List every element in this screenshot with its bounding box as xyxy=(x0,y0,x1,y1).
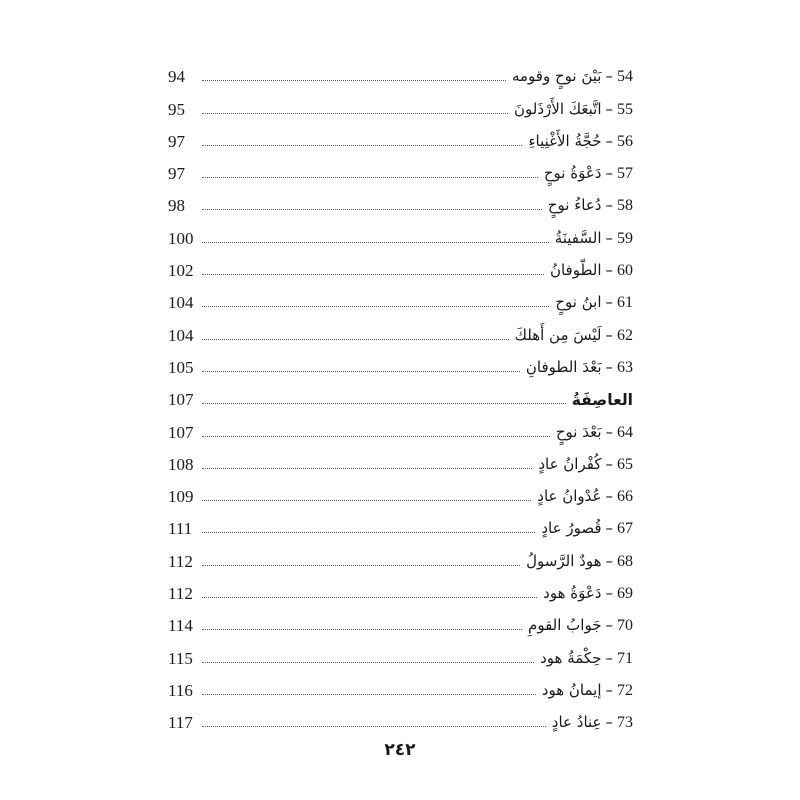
toc-entry xyxy=(168,703,633,735)
toc-entry-number: 73 xyxy=(617,714,633,732)
toc-page-number: 116 xyxy=(168,680,193,700)
dash-separator: – xyxy=(605,131,613,150)
dot-leader xyxy=(202,468,532,469)
toc-entry-title: جَوابُ القومِ xyxy=(528,616,602,635)
toc-entry-label xyxy=(543,586,633,606)
toc-entry-label xyxy=(555,295,633,315)
toc-page-number: 98 xyxy=(168,196,185,216)
toc-entry-title: عُدْوانُ عادٍ xyxy=(537,487,602,506)
dash-separator: – xyxy=(605,487,613,506)
toc-entry-number: 63 xyxy=(617,358,633,376)
toc-page-number: 107 xyxy=(168,422,194,442)
dash-separator: – xyxy=(605,680,613,699)
dash-separator: – xyxy=(605,164,613,183)
dash-separator: – xyxy=(605,454,613,473)
toc-entry-label xyxy=(525,357,633,380)
toc-entry-title: قُصورُ عادٍ xyxy=(541,519,602,538)
toc-entry-label xyxy=(512,69,633,89)
dot-leader xyxy=(202,339,509,340)
toc-entry-label xyxy=(550,263,633,283)
toc-entry-number: 57 xyxy=(617,165,633,183)
toc-entry xyxy=(168,154,633,186)
toc-entry-title: عِنادُ عادٍ xyxy=(551,713,602,732)
dash-separator: – xyxy=(605,648,613,667)
toc-entry-label xyxy=(555,422,633,445)
dot-leader xyxy=(202,371,520,372)
toc-entry-title: ابنُ نوحٍ xyxy=(555,293,602,312)
dash-separator: – xyxy=(605,261,613,280)
toc-page-number: 94 xyxy=(168,67,185,87)
toc-page-number: 104 xyxy=(168,325,194,345)
dash-separator: – xyxy=(605,616,613,635)
toc-entry-number: 61 xyxy=(617,294,633,312)
toc-entry-title: بَعْدَ نوحٍ xyxy=(555,422,602,441)
toc-entry-title: حُجَّةُ الأَغْنِياءِ xyxy=(528,131,602,150)
toc-page-number: 97 xyxy=(168,164,185,184)
toc-entry xyxy=(168,283,633,315)
toc-entry xyxy=(168,671,633,703)
toc-page-number: 111 xyxy=(168,519,193,539)
toc-page-number: 117 xyxy=(168,713,193,733)
toc-entry-number: 59 xyxy=(617,229,633,247)
toc-entry-title: لَيْسَ مِن أَهلكَ xyxy=(514,325,602,344)
toc-entry-label xyxy=(552,715,633,735)
table-of-contents xyxy=(168,57,633,735)
toc-page-number: 97 xyxy=(168,131,185,151)
toc-entry xyxy=(168,251,633,283)
dot-leader xyxy=(202,242,549,243)
toc-entry-title: دَعْوَةُ نوحٍ xyxy=(543,164,602,183)
dash-separator: – xyxy=(605,584,613,603)
dash-separator: – xyxy=(605,293,613,312)
dash-separator: – xyxy=(605,228,613,247)
dash-separator: – xyxy=(605,551,613,570)
toc-entry-title: الطّوفانُ xyxy=(549,261,602,280)
toc-entry-number: 69 xyxy=(617,585,633,603)
dash-separator: – xyxy=(605,519,613,538)
dot-leader xyxy=(202,274,544,275)
toc-entry xyxy=(168,412,633,444)
toc-page-number: 109 xyxy=(168,487,194,507)
toc-page-number: 114 xyxy=(168,616,193,636)
dot-leader xyxy=(202,694,536,695)
toc-entry-number: 58 xyxy=(617,197,633,215)
toc-entry-number: 56 xyxy=(617,132,633,150)
toc-entry xyxy=(168,315,633,347)
toc-page-number: 108 xyxy=(168,454,194,474)
page-number: ٢٤٢ xyxy=(384,740,416,760)
toc-entry-title: بَيْنَ نوحٍ وقومه xyxy=(511,67,602,86)
dot-leader xyxy=(202,629,522,630)
toc-entry-title: حِكْمَةُ هود xyxy=(540,648,602,667)
dot-leader xyxy=(202,565,520,566)
toc-entry-title: العاصِفَةُ xyxy=(571,390,633,409)
toc-entry-label xyxy=(528,618,633,638)
dot-leader xyxy=(202,306,549,307)
toc-entry-label xyxy=(554,228,633,251)
toc-entry-number: 65 xyxy=(617,455,633,473)
toc-entry-title: كُفْرانُ عادٍ xyxy=(538,454,602,473)
toc-entry-label xyxy=(548,198,633,218)
toc-entry xyxy=(168,509,633,541)
dash-separator: – xyxy=(605,713,613,732)
dot-leader xyxy=(202,177,538,178)
toc-entry-number: 71 xyxy=(617,649,633,667)
dash-separator: – xyxy=(605,99,613,118)
toc-entry-number: 67 xyxy=(617,520,633,538)
dot-leader xyxy=(202,145,522,146)
dot-leader xyxy=(202,597,537,598)
toc-entry-number: 64 xyxy=(617,423,633,441)
dot-leader xyxy=(202,662,534,663)
toc-entry-number: 66 xyxy=(617,488,633,506)
toc-entry-label xyxy=(537,489,633,509)
toc-page-number: 112 xyxy=(168,551,193,571)
dash-separator: – xyxy=(605,357,613,376)
toc-entry-title: دَعْوَةُ هود xyxy=(543,584,602,603)
toc-entry-label xyxy=(526,551,633,574)
toc-entry xyxy=(168,186,633,218)
toc-entry-label xyxy=(528,131,633,154)
toc-page-number: 100 xyxy=(168,228,194,248)
dash-separator: – xyxy=(605,196,613,215)
toc-page-number: 112 xyxy=(168,584,193,604)
toc-entry-number: 72 xyxy=(617,681,633,699)
toc-entry-label xyxy=(571,390,633,413)
toc-entry xyxy=(168,89,633,121)
toc-entry xyxy=(168,57,633,89)
toc-entry-title: إيمانُ هود xyxy=(541,680,602,699)
toc-entry-label xyxy=(514,325,633,348)
toc-entry-label xyxy=(538,454,633,477)
dot-leader xyxy=(202,209,542,210)
dot-leader xyxy=(202,113,508,114)
dot-leader xyxy=(202,532,535,533)
toc-entry-label xyxy=(540,648,633,671)
toc-entry xyxy=(168,218,633,250)
toc-section-heading xyxy=(168,380,633,412)
toc-entry-title: هودٌ الرَّسولُ xyxy=(526,551,602,570)
dash-separator: – xyxy=(605,325,613,344)
toc-entry-number: 55 xyxy=(617,100,633,118)
dot-leader xyxy=(202,403,566,404)
toc-page-number: 105 xyxy=(168,357,194,377)
toc-entry-number: 60 xyxy=(617,262,633,280)
toc-entry xyxy=(168,574,633,606)
dash-separator: – xyxy=(605,422,613,441)
toc-entry-number: 62 xyxy=(617,326,633,344)
toc-entry-label xyxy=(514,99,633,122)
dot-leader xyxy=(202,80,506,81)
toc-entry xyxy=(168,445,633,477)
toc-entry-number: 70 xyxy=(617,617,633,635)
toc-entry xyxy=(168,606,633,638)
toc-page-number: 102 xyxy=(168,261,194,281)
dash-separator: – xyxy=(605,67,613,86)
toc-page-number: 107 xyxy=(168,390,194,410)
toc-page-number: 104 xyxy=(168,293,194,313)
toc-entry-title: بَعْدَ الطوفانِ xyxy=(525,357,602,376)
toc-entry-title: السَّفينَةُ xyxy=(554,228,602,247)
toc-entry-label xyxy=(541,521,633,541)
toc-entry-number: 54 xyxy=(617,68,633,86)
toc-entry xyxy=(168,541,633,573)
toc-entry xyxy=(168,477,633,509)
toc-entry-label xyxy=(544,166,633,186)
toc-entry-number: 68 xyxy=(617,552,633,570)
toc-entry-title: دُعاءُ نوحٍ xyxy=(547,196,602,215)
toc-entry xyxy=(168,638,633,670)
toc-entry xyxy=(168,122,633,154)
toc-entry xyxy=(168,348,633,380)
toc-page-number: 115 xyxy=(168,648,193,668)
dot-leader xyxy=(202,500,531,501)
dot-leader xyxy=(202,726,546,727)
toc-entry-label xyxy=(541,680,633,703)
dot-leader xyxy=(202,436,550,437)
toc-entry-title: اتَّبعَكَ الأَرْذَلونَ xyxy=(514,99,602,118)
toc-page-number: 95 xyxy=(168,99,185,119)
